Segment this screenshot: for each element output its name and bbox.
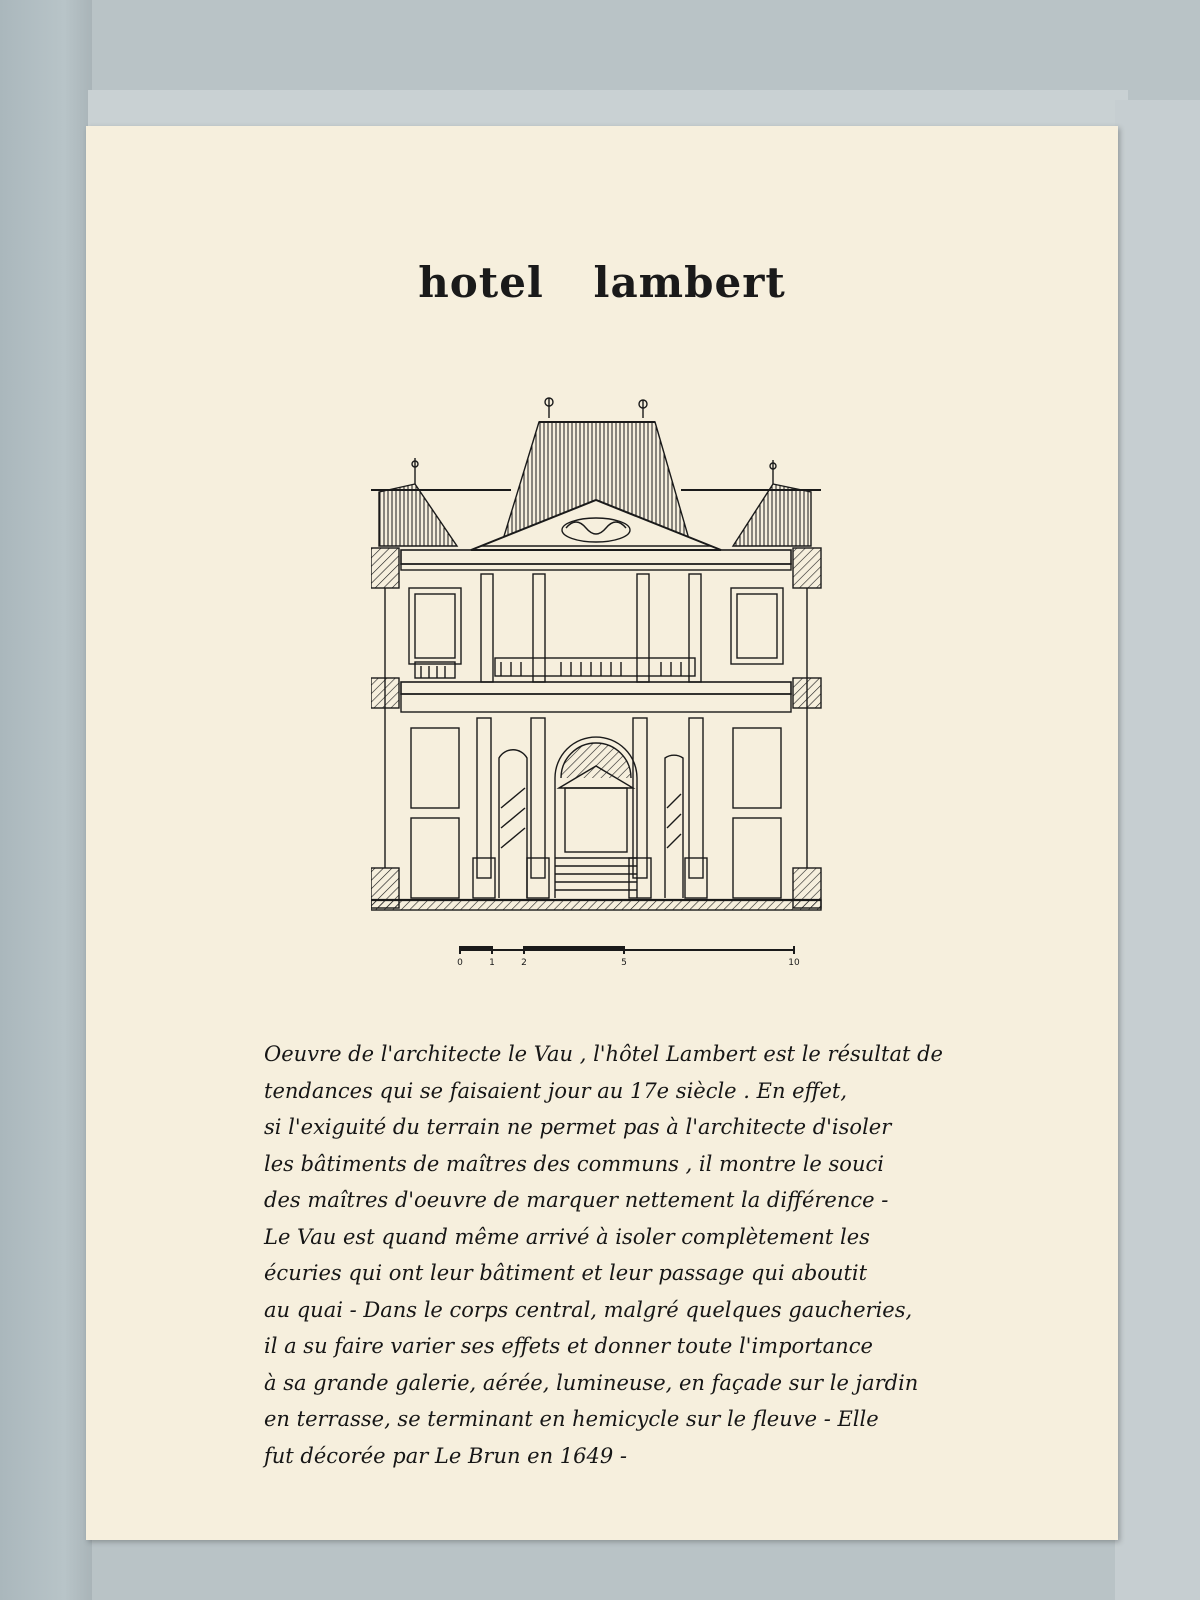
scale-bar	[454, 944, 804, 968]
folder-cover-left	[0, 0, 92, 1600]
handwritten-text	[264, 1036, 1004, 1474]
text-line: tendances qui se faisaient jour au 17e siècle . En effet,	[264, 1078, 848, 1103]
text-line: à sa grande galerie, aérée, lumineuse, en façade sur le jardin	[264, 1370, 919, 1395]
text-line: fut décorée par Le Brun en 1649 -	[264, 1443, 628, 1468]
folder-cover-right	[1115, 100, 1200, 1600]
text-line: Le Vau est quand même arrivé à isoler complètement les	[264, 1224, 870, 1249]
text-line: des maîtres d'oeuvre de marquer nettement la différence -	[264, 1188, 889, 1212]
text-line: il a su faire varier ses effets et donner toute l'importance	[264, 1334, 873, 1358]
text-line: en terrasse, se terminant en hemicycle sur le fleuve - Elle	[264, 1407, 879, 1431]
hotel-facade-drawing	[371, 388, 841, 926]
document-page	[86, 126, 1118, 1540]
text-line: au quai - Dans le corps central, malgré quelques gaucheries,	[264, 1297, 913, 1322]
scale-tick-10: 10	[788, 958, 800, 968]
page-title: hotel lambert	[418, 258, 786, 307]
text-line: écuries qui ont leur bâtiment et leur passage qui aboutit	[264, 1261, 868, 1285]
text-line: les bâtiments de maîtres des communs , il montre le souci	[264, 1151, 884, 1176]
folder-cover-top	[88, 90, 1128, 130]
text-line: si l'exiguité du terrain ne permet pas à l'architecte d'isoler	[264, 1115, 892, 1139]
scale-tick-2: 2	[521, 958, 527, 968]
scale-tick-0: 0	[457, 958, 463, 968]
text-line: Oeuvre de l'architecte le Vau , l'hôtel Lambert est le résultat de	[264, 1042, 943, 1066]
scale-tick-1: 1	[489, 958, 495, 968]
scale-tick-5: 5	[621, 958, 627, 968]
